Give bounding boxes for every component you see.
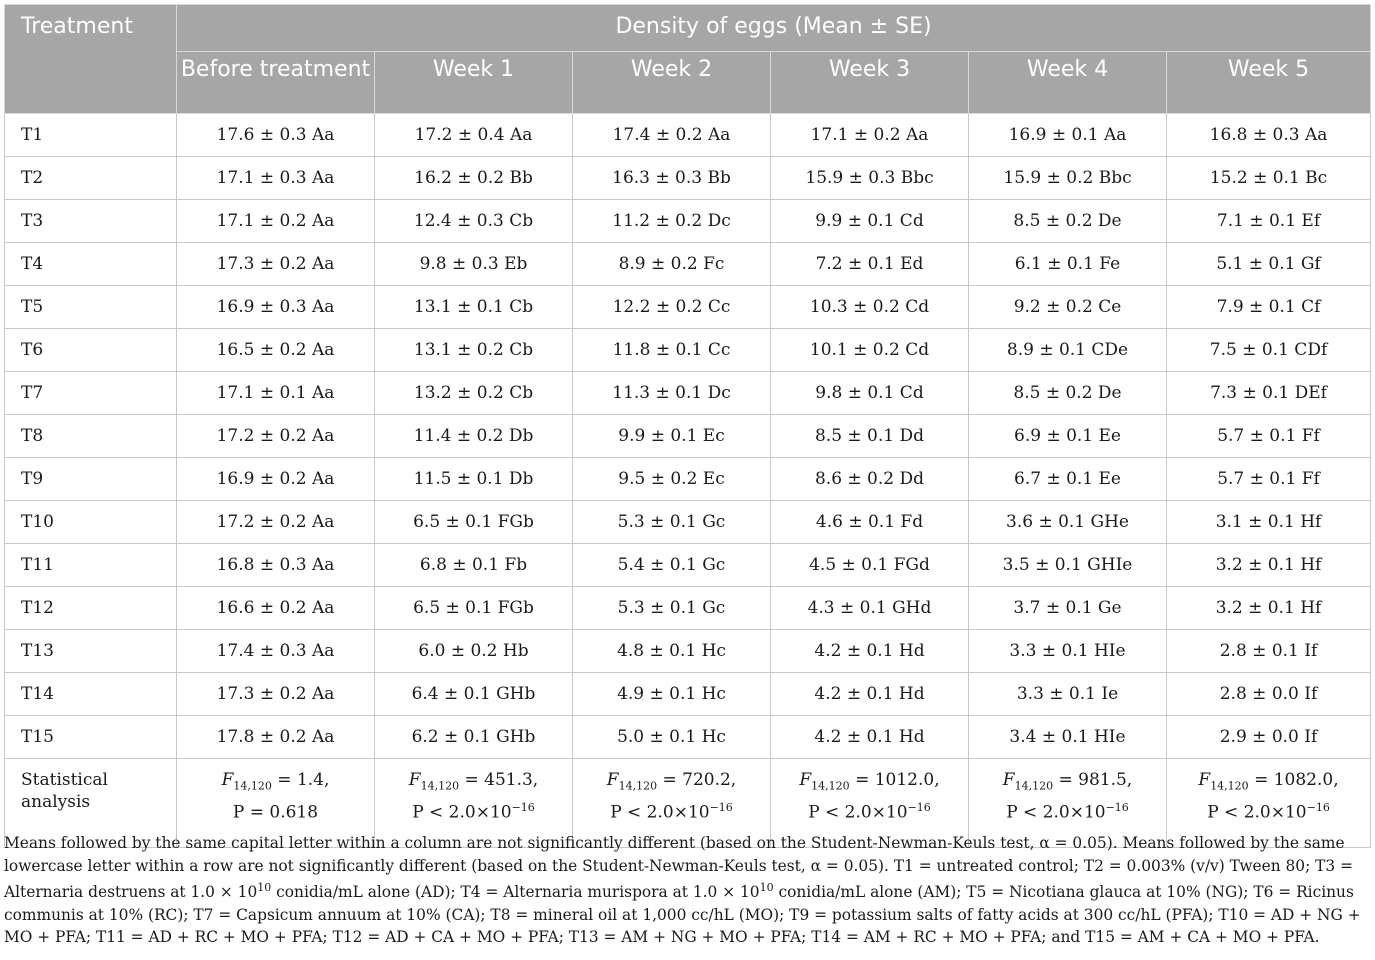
table-cell: 3.2 ± 0.1 Hf [1167, 544, 1371, 587]
table-cell: 2.9 ± 0.0 If [1167, 716, 1371, 759]
table-cell: 17.2 ± 0.2 Aa [177, 501, 375, 544]
table-cell: 16.9 ± 0.1 Aa [969, 114, 1167, 157]
treatment-label: T3 [5, 200, 177, 243]
treatment-label: T10 [5, 501, 177, 544]
table-cell: 5.1 ± 0.1 Gf [1167, 243, 1371, 286]
table-cell: 15.9 ± 0.3 Bbc [771, 157, 969, 200]
table-cell: 11.2 ± 0.2 Dc [573, 200, 771, 243]
table-cell: 16.9 ± 0.3 Aa [177, 286, 375, 329]
week-header: Week 4 [969, 52, 1167, 114]
header-row-1 [5, 5, 1371, 52]
table-cell: 17.8 ± 0.2 Aa [177, 716, 375, 759]
table-cell: 8.9 ± 0.2 Fc [573, 243, 771, 286]
degrees-of-freedom: 14,120 [233, 779, 272, 793]
table-cell: 11.8 ± 0.1 Cc [573, 329, 771, 372]
degrees-of-freedom: 14,120 [618, 779, 658, 793]
p-value-exponent: −16 [907, 801, 931, 815]
p-value: P = 0.618 [232, 803, 319, 824]
f-statistic-value: = 1.4, [271, 770, 330, 790]
table-cell: 17.4 ± 0.2 Aa [573, 114, 771, 157]
table-cell: 8.5 ± 0.2 De [969, 372, 1167, 415]
degrees-of-freedom: 14,120 [420, 779, 460, 793]
table-cell: 7.2 ± 0.1 Ed [771, 243, 969, 286]
table-row [5, 544, 1371, 587]
table-cell: 16.8 ± 0.3 Aa [177, 544, 375, 587]
f-statistic-symbol: F [1002, 770, 1015, 790]
footnote-exponent: 10 [257, 881, 272, 894]
treatment-label: T9 [5, 458, 177, 501]
treatment-label: T5 [5, 286, 177, 329]
table-row [5, 716, 1371, 759]
table-row [5, 673, 1371, 716]
table-cell: 5.3 ± 0.1 Gc [573, 501, 771, 544]
table-cell: 17.1 ± 0.1 Aa [177, 372, 375, 415]
table-cell: 4.2 ± 0.1 Hd [771, 673, 969, 716]
table-cell: 6.2 ± 0.1 GHb [375, 716, 573, 759]
degrees-of-freedom: 14,120 [1210, 779, 1249, 793]
treatment-label: T4 [5, 243, 177, 286]
table-cell: 17.1 ± 0.3 Aa [177, 157, 375, 200]
f-statistic-symbol: F [606, 770, 619, 790]
table-row [5, 501, 1371, 544]
table-cell: 4.6 ± 0.1 Fd [771, 501, 969, 544]
table-cell: 3.7 ± 0.1 Ge [969, 587, 1167, 630]
table-cell: 12.4 ± 0.3 Cb [375, 200, 573, 243]
f-statistic-symbol: F [408, 770, 421, 790]
header-row-2 [5, 52, 1371, 114]
table-cell: 2.8 ± 0.1 If [1167, 630, 1371, 673]
f-statistic-symbol: F [221, 770, 234, 790]
p-value-exponent: −16 [709, 801, 733, 815]
table-cell: 4.5 ± 0.1 FGd [771, 544, 969, 587]
table-cell: 3.2 ± 0.1 Hf [1167, 587, 1371, 630]
table-cell: 5.7 ± 0.1 Ff [1167, 415, 1371, 458]
p-value-exponent: −16 [1306, 801, 1330, 815]
table-footnote [4, 832, 1370, 949]
treatment-label: T8 [5, 415, 177, 458]
table-cell: 11.3 ± 0.1 Dc [573, 372, 771, 415]
table-cell: 6.5 ± 0.1 FGb [375, 501, 573, 544]
egg-density-table [4, 4, 1371, 848]
table-cell: 6.0 ± 0.2 Hb [375, 630, 573, 673]
table-cell: 9.5 ± 0.2 Ec [573, 458, 771, 501]
p-value: P < 2.0×10 [1207, 803, 1307, 824]
week-header: Week 3 [771, 52, 969, 114]
table-row [5, 372, 1371, 415]
table-cell: 6.9 ± 0.1 Ee [969, 415, 1167, 458]
treatment-label: T12 [5, 587, 177, 630]
table-cell: 6.7 ± 0.1 Ee [969, 458, 1167, 501]
table-row [5, 114, 1371, 157]
footnote-text: conidia/mL alone (AD); T4 = Alternaria murispora at 1.0 × 10 [271, 883, 760, 902]
table-cell: 13.1 ± 0.1 Cb [375, 286, 573, 329]
table-cell: 4.8 ± 0.1 Hc [573, 630, 771, 673]
table-cell: 6.8 ± 0.1 Fb [375, 544, 573, 587]
table-row [5, 200, 1371, 243]
treatment-label: T11 [5, 544, 177, 587]
table-cell: 7.5 ± 0.1 CDf [1167, 329, 1371, 372]
table-cell: 4.2 ± 0.1 Hd [771, 716, 969, 759]
table-cell: 3.5 ± 0.1 GHIe [969, 544, 1167, 587]
f-statistic-value: = 1012.0, [849, 770, 940, 790]
f-statistic-value: = 451.3, [459, 770, 539, 790]
table-cell: 6.1 ± 0.1 Fe [969, 243, 1167, 286]
table-cell: 4.2 ± 0.1 Hd [771, 630, 969, 673]
week-header: Week 1 [375, 52, 573, 114]
table-cell: 16.5 ± 0.2 Aa [177, 329, 375, 372]
table-cell: 8.5 ± 0.2 De [969, 200, 1167, 243]
treatment-label: T14 [5, 673, 177, 716]
table-cell: 10.1 ± 0.2 Cd [771, 329, 969, 372]
footnote-exponent: 10 [759, 881, 774, 894]
table-cell: 4.9 ± 0.1 Hc [573, 673, 771, 716]
table-cell: 3.6 ± 0.1 GHe [969, 501, 1167, 544]
table-cell: 9.8 ± 0.1 Cd [771, 372, 969, 415]
treatment-label: T7 [5, 372, 177, 415]
p-value: P < 2.0×10 [412, 803, 512, 824]
table-cell: 5.3 ± 0.1 Gc [573, 587, 771, 630]
table-cell: 17.2 ± 0.2 Aa [177, 415, 375, 458]
table-cell: 11.5 ± 0.1 Db [375, 458, 573, 501]
table-cell: 16.9 ± 0.2 Aa [177, 458, 375, 501]
degrees-of-freedom: 14,120 [811, 779, 850, 793]
table-cell: 9.9 ± 0.1 Ec [573, 415, 771, 458]
table-cell: 10.3 ± 0.2 Cd [771, 286, 969, 329]
treatment-label: T2 [5, 157, 177, 200]
f-statistic-symbol: F [1198, 770, 1211, 790]
table-cell: 17.3 ± 0.2 Aa [177, 243, 375, 286]
table-cell: 16.6 ± 0.2 Aa [177, 587, 375, 630]
table-cell: 7.9 ± 0.1 Cf [1167, 286, 1371, 329]
p-value: P < 2.0×10 [610, 803, 710, 824]
table-cell: 16.8 ± 0.3 Aa [1167, 114, 1371, 157]
table-cell: 8.5 ± 0.1 Dd [771, 415, 969, 458]
table-cell: 3.3 ± 0.1 Ie [969, 673, 1167, 716]
p-value-exponent: −16 [1105, 801, 1129, 815]
table-row [5, 157, 1371, 200]
table-cell: 15.2 ± 0.1 Bc [1167, 157, 1371, 200]
degrees-of-freedom: 14,120 [1014, 779, 1054, 793]
table-cell: 6.5 ± 0.1 FGb [375, 587, 573, 630]
table-row [5, 587, 1371, 630]
table-cell: 3.1 ± 0.1 Hf [1167, 501, 1371, 544]
table-body [5, 114, 1371, 848]
table-cell: 3.3 ± 0.1 HIe [969, 630, 1167, 673]
treatment-label: T15 [5, 716, 177, 759]
week-header: Before treatment [177, 52, 375, 114]
statistical-analysis-label: Statistical analysis [5, 759, 177, 848]
table-cell: 3.4 ± 0.1 HIe [969, 716, 1167, 759]
density-group-header: Density of eggs (Mean ± SE) [177, 5, 1371, 52]
table-cell: 7.3 ± 0.1 DEf [1167, 372, 1371, 415]
treatment-header: Treatment [5, 5, 177, 114]
table-cell: 9.9 ± 0.1 Cd [771, 200, 969, 243]
treatment-label: T6 [5, 329, 177, 372]
table-cell: 7.1 ± 0.1 Ef [1167, 200, 1371, 243]
table-cell: 5.4 ± 0.1 Gc [573, 544, 771, 587]
table-cell: 13.1 ± 0.2 Cb [375, 329, 573, 372]
table-cell: 6.4 ± 0.1 GHb [375, 673, 573, 716]
table-cell: 8.9 ± 0.1 CDe [969, 329, 1167, 372]
table-container [4, 4, 1370, 848]
table-cell: 15.9 ± 0.2 Bbc [969, 157, 1167, 200]
week-header: Week 5 [1167, 52, 1371, 114]
table-cell: 9.2 ± 0.2 Ce [969, 286, 1167, 329]
table-row [5, 630, 1371, 673]
table-cell: 17.6 ± 0.3 Aa [177, 114, 375, 157]
treatment-label: T13 [5, 630, 177, 673]
table-cell: 17.2 ± 0.4 Aa [375, 114, 573, 157]
table-cell: 11.4 ± 0.2 Db [375, 415, 573, 458]
table-cell: 16.2 ± 0.2 Bb [375, 157, 573, 200]
p-value-exponent: −16 [511, 801, 535, 815]
table-cell: 17.1 ± 0.2 Aa [771, 114, 969, 157]
table-cell: 13.2 ± 0.2 Cb [375, 372, 573, 415]
table-cell: 8.6 ± 0.2 Dd [771, 458, 969, 501]
table-cell: 16.3 ± 0.3 Bb [573, 157, 771, 200]
f-statistic-value: = 720.2, [657, 770, 737, 790]
table-cell: 2.8 ± 0.0 If [1167, 673, 1371, 716]
table-cell: 4.3 ± 0.1 GHd [771, 587, 969, 630]
week-header: Week 2 [573, 52, 771, 114]
table-row [5, 329, 1371, 372]
table-row [5, 458, 1371, 501]
table-cell: 12.2 ± 0.2 Cc [573, 286, 771, 329]
treatment-label: T1 [5, 114, 177, 157]
table-row [5, 243, 1371, 286]
footnote-text: Means followed by the same capital letter within a column are not significantly different (based on the Student-Newman-Keuls test, α = 0.05). Means followed by the same lowercase letter within a row are not significantly different (based on the Student-Newman-Keuls test, α = 0.05). T1 = untreated control; T2 = 0.003% (v/v) Tween 80; T3 = Alternaria destruens at 1.0 × 10 [4, 834, 1354, 902]
table-cell: 5.0 ± 0.1 Hc [573, 716, 771, 759]
table-cell: 17.1 ± 0.2 Aa [177, 200, 375, 243]
table-cell: 17.4 ± 0.3 Aa [177, 630, 375, 673]
p-value: P < 2.0×10 [1006, 803, 1106, 824]
f-statistic-symbol: F [799, 770, 812, 790]
table-row [5, 286, 1371, 329]
table-cell: 9.8 ± 0.3 Eb [375, 243, 573, 286]
f-statistic-value: = 1082.0, [1248, 770, 1339, 790]
f-statistic-value: = 981.5, [1053, 770, 1133, 790]
table-cell: 17.3 ± 0.2 Aa [177, 673, 375, 716]
table-cell: 5.7 ± 0.1 Ff [1167, 458, 1371, 501]
footnote-text: conidia/mL alone (AM); T5 = Nicotiana glauca at 10% (NG); T6 = Ricinus communis at 10% (RC); T7 = Capsicum annuum at 10% (CA); T8 = mineral oil at 1,000 cc/hL (MO); T9 = potassium salts of fatty acids at 300 cc/hL (PFA); T10 = AD + NG + MO + PFA; T11 = AD + RC + MO + PFA; T12 = AD + CA + MO + PFA; T13 = AM + NG + MO + PFA; T14 = AM + RC + MO + PFA; and T15 = AM + CA + MO + PFA. [4, 883, 1361, 947]
p-value: P < 2.0×10 [808, 803, 908, 824]
table-row [5, 415, 1371, 458]
